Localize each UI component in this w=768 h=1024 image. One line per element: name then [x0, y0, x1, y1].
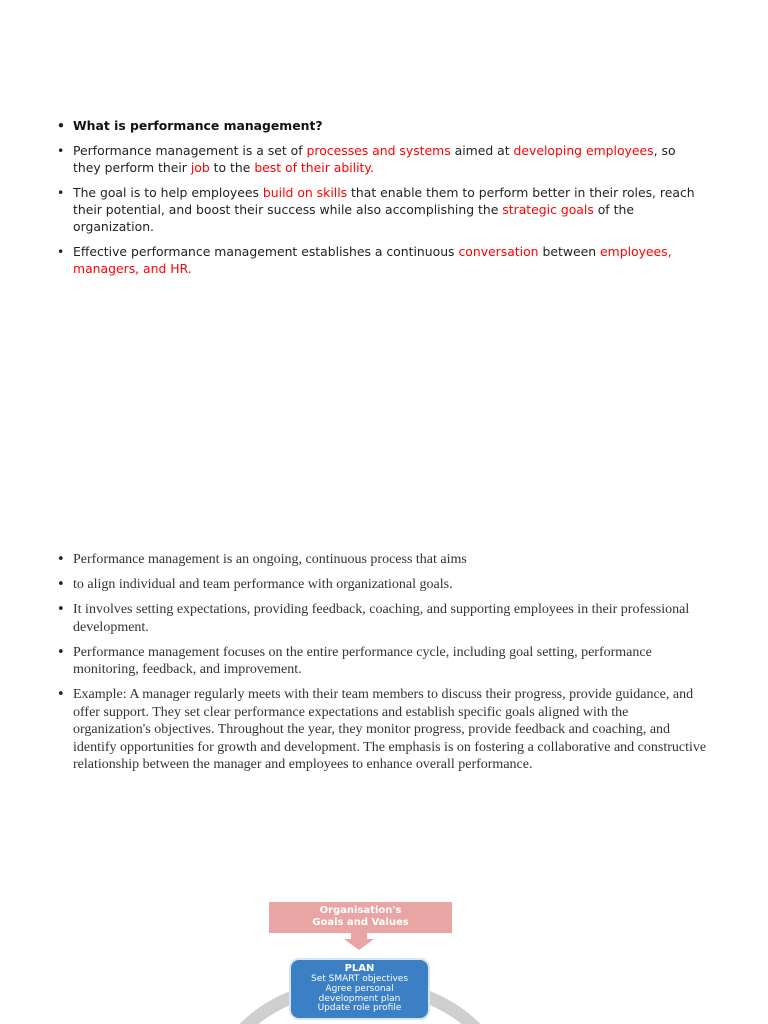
- plan-item: Agree personal: [325, 983, 394, 994]
- text-segment: Performance management is a set of: [73, 143, 307, 158]
- highlight-job: job: [190, 160, 210, 175]
- highlight-build-on-skills: build on skills: [262, 185, 348, 200]
- plan-item: Update role profile: [317, 1003, 402, 1014]
- text-segment: between: [538, 244, 601, 259]
- highlight-developing-employees: developing employees: [513, 143, 654, 158]
- process-bullet: • to align individual and team performance with organizational goals.: [57, 576, 707, 594]
- plan-item: development plan: [318, 993, 401, 1004]
- organisation-goals-box: [269, 902, 452, 933]
- down-arrow-icon: [344, 939, 374, 950]
- intro-heading: • What is performance management?: [57, 117, 707, 134]
- text-segment: Effective performance management establishes a continuous: [73, 244, 459, 259]
- intro-bullet-list: [57, 117, 707, 285]
- performance-cycle-diagram: [200, 890, 520, 1024]
- text-segment: aimed at: [450, 143, 514, 158]
- text-segment: that enable them to perform better in their roles, reach their potential, and boost their success while also accomplishing the: [73, 185, 695, 217]
- intro-bullet-definition: [57, 142, 707, 176]
- highlight-employees-managers-hr: employees, managers, and HR.: [73, 244, 672, 276]
- text-segment: The goal is to help employees: [73, 185, 263, 200]
- intro-bullet-goal: [57, 184, 707, 235]
- text-segment: of the organization.: [73, 202, 634, 234]
- plan-title: PLAN: [344, 963, 375, 974]
- highlight-conversation: conversation: [458, 244, 539, 259]
- goals-box-line: Goals and Values: [312, 917, 409, 928]
- text-segment: , so they perform their: [73, 143, 676, 175]
- highlight-processes-and-systems: processes and systems: [306, 143, 451, 158]
- plan-box: [289, 958, 430, 1020]
- process-bullet: • Performance management is an ongoing, continuous process that aims: [57, 551, 707, 569]
- process-bullet: • Performance management focuses on the entire performance cycle, including goal setting, performance monitoring, feedback, and improvement.: [57, 644, 707, 679]
- goals-box-line: Organisation's: [319, 905, 402, 916]
- intro-bullet-conversation: [57, 243, 707, 277]
- highlight-best-of-their-ability: best of their ability.: [254, 160, 374, 175]
- highlight-strategic-goals: strategic goals: [502, 202, 594, 217]
- text-segment: to the: [209, 160, 255, 175]
- example-bullet: • Example: A manager regularly meets with their team members to discuss their progress, provide guidance, and offer support. They set clear performance expectations and establish specific goals aligned with the organization's objectives. Throughout the year, they monitor progress, provide feedback and coaching, and identify opportunities for growth and development. The emphasis is on fostering a collaborative and constructive relationship between the manager and employees to enhance overall performance.: [57, 686, 707, 774]
- process-bullet: • It involves setting expectations, providing feedback, coaching, and supporting employees in their professional development.: [57, 601, 707, 636]
- process-bullet-list: [57, 551, 707, 781]
- plan-item: Set SMART objectives: [310, 974, 409, 984]
